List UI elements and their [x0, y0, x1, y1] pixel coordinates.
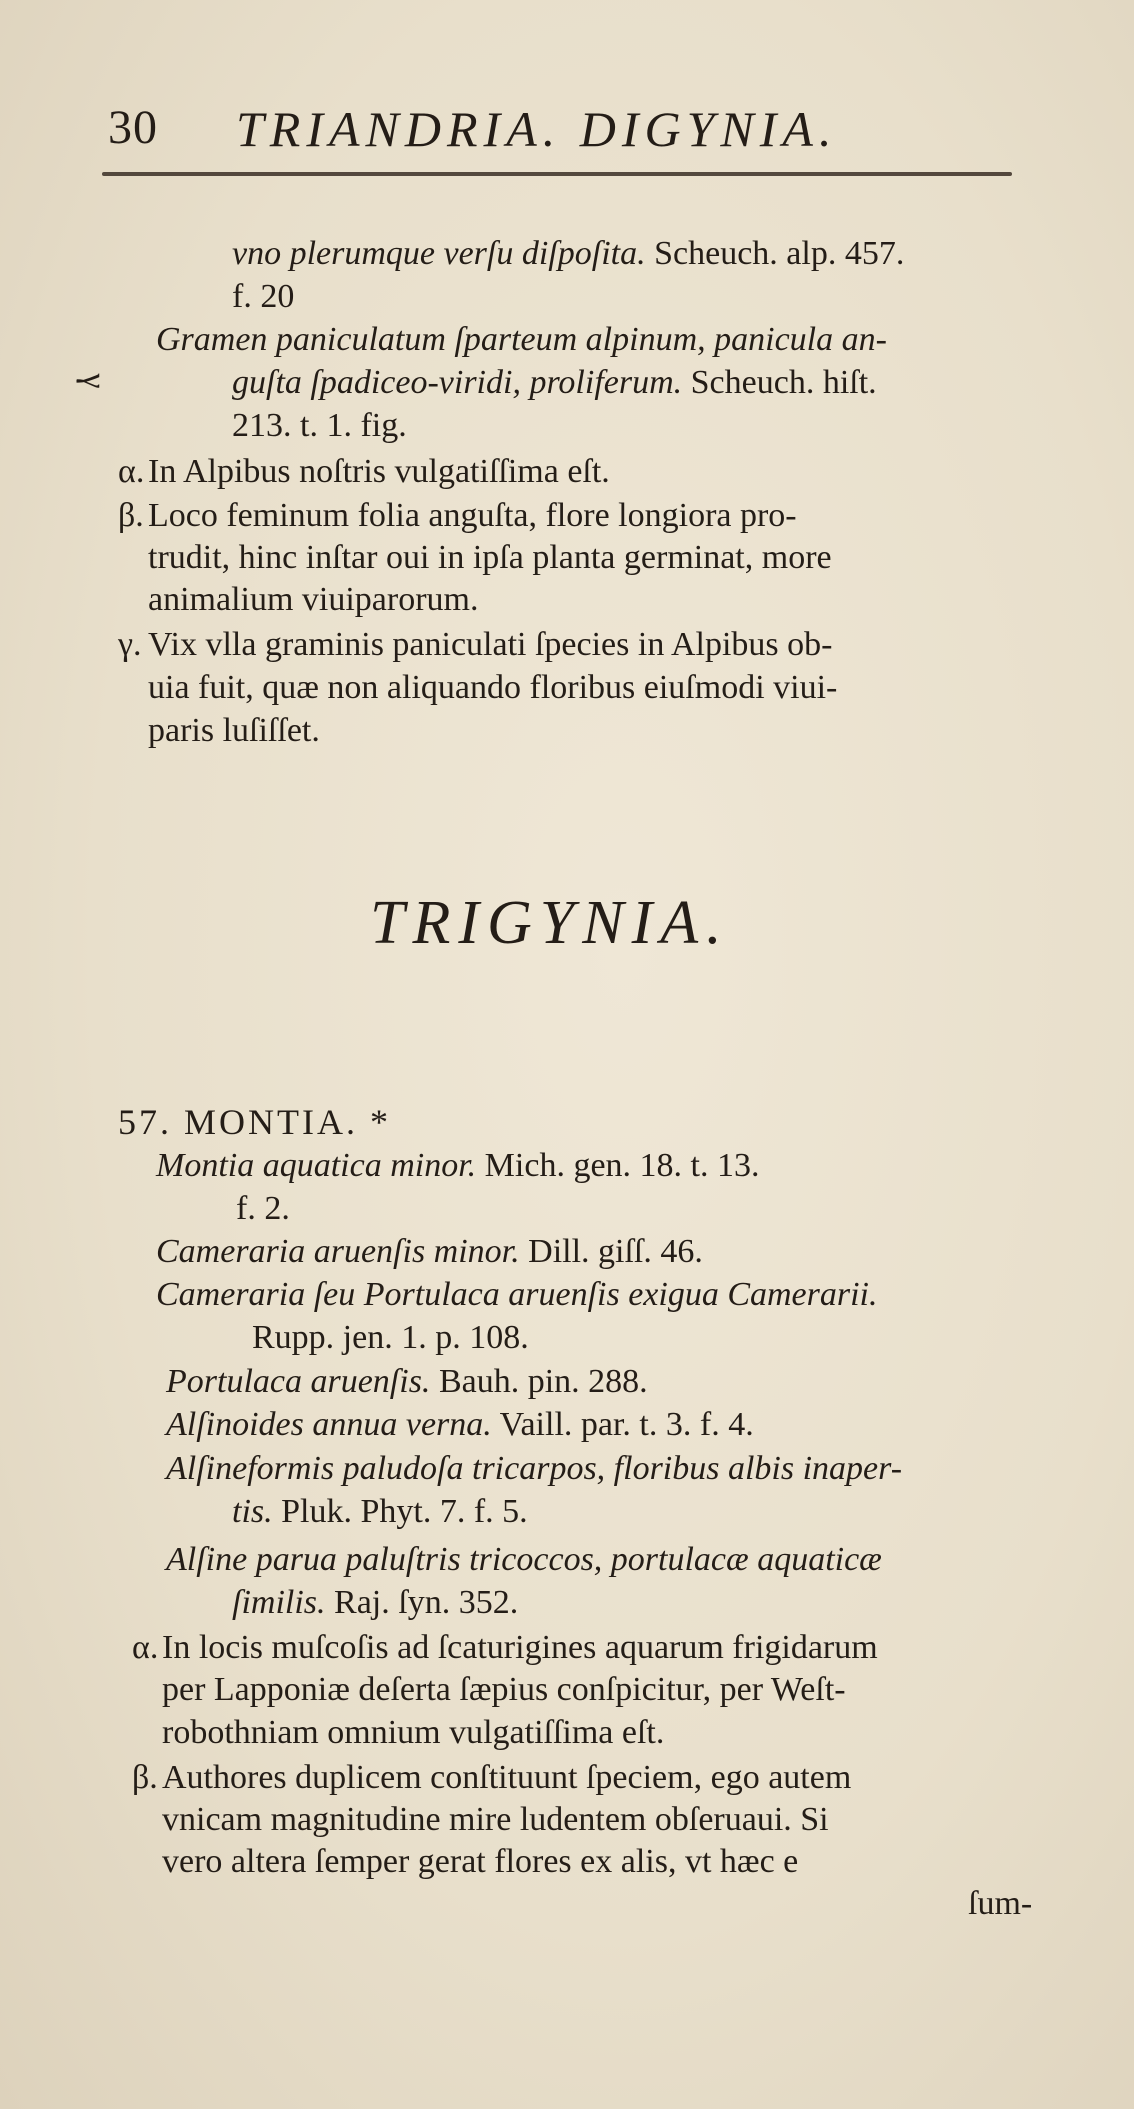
synonym-line: Alſinoides annua verna. Vaill. par. t. 3. f. 4. — [166, 1406, 754, 1443]
synonym-line: Alſineformis paludoſa tricarpos, floribus albis inaper- — [166, 1450, 903, 1487]
synonym-line: vno plerumque verſu diſpoſita. Scheuch. alp. 457. — [232, 235, 905, 272]
page-header — [108, 96, 1048, 166]
note-line: trudit, hinc inſtar oui in ipſa planta germinat, more — [148, 539, 832, 576]
section-title: TRIGYNIA. — [370, 889, 730, 957]
note-line: β. Loco feminum folia anguſta, flore longiora pro- — [118, 497, 797, 534]
synonym-line: 213. t. 1. fig. — [232, 407, 407, 444]
catchword: ſum- — [968, 1885, 1033, 1922]
synonym-line: Cameraria ſeu Portulaca aruenſis exigua Camerarii. — [156, 1276, 878, 1313]
synonym-line: tis. Pluk. Phyt. 7. f. 5. — [232, 1493, 528, 1530]
note-line: vnicam magnitudine mire ludentem obſeruaui. Si — [162, 1801, 829, 1838]
margin-mark: γ — [75, 373, 113, 389]
synonym-line: Rupp. jen. 1. p. 108. — [252, 1319, 529, 1356]
note-line: robothniam omnium vulgatiſſima eſt. — [162, 1714, 665, 1751]
note-line: γ. Vix vlla graminis paniculati ſpecies in Alpibus ob- — [118, 626, 833, 663]
note-line: per Lapponiæ deſerta ſæpius conſpicitur, per Weſt- — [162, 1671, 846, 1708]
synonym-line: Alſine parua paluſtris tricoccos, portulacæ aquaticæ — [166, 1541, 882, 1578]
note-line: paris luſiſſet. — [148, 712, 320, 749]
running-title: TRIANDRIA. DIGYNIA. — [236, 101, 838, 157]
synonym-line: f. 20 — [232, 278, 295, 315]
synonym-line: Portulaca aruenſis. Bauh. pin. 288. — [166, 1363, 648, 1400]
page-number: 30 — [108, 101, 158, 154]
synonym-line: guſta ſpadiceo-viridi, proliferum. Scheuch. hiſt. — [232, 364, 877, 401]
note-line: vero altera ſemper gerat flores ex alis, vt hæc e — [162, 1843, 799, 1880]
synonym-line: f. 2. — [236, 1190, 290, 1227]
header-rule — [102, 172, 1012, 176]
note-line: uia fuit, quæ non aliquando floribus eiuſmodi viui- — [148, 669, 838, 706]
synonym-line: Montia aquatica minor. Mich. gen. 18. t. 13. — [156, 1147, 760, 1184]
note-line: animalium viuiparorum. — [148, 581, 479, 618]
note-line: β. Authores duplicem conſtituunt ſpeciem, ego autem — [132, 1759, 852, 1796]
synonym-line: Cameraria aruenſis minor. Dill. giſſ. 46. — [156, 1233, 703, 1270]
note-line: α. In locis muſcoſis ad ſcaturigines aquarum frigidarum — [132, 1629, 878, 1666]
note-line: α. In Alpibus noſtris vulgatiſſima eſt. — [118, 453, 610, 490]
genus-heading: 57. MONTIA. * — [118, 1102, 391, 1142]
synonym-line: Gramen paniculatum ſparteum alpinum, panicula an- — [156, 321, 887, 358]
synonym-line: ſimilis. Raj. ſyn. 352. — [232, 1584, 519, 1621]
